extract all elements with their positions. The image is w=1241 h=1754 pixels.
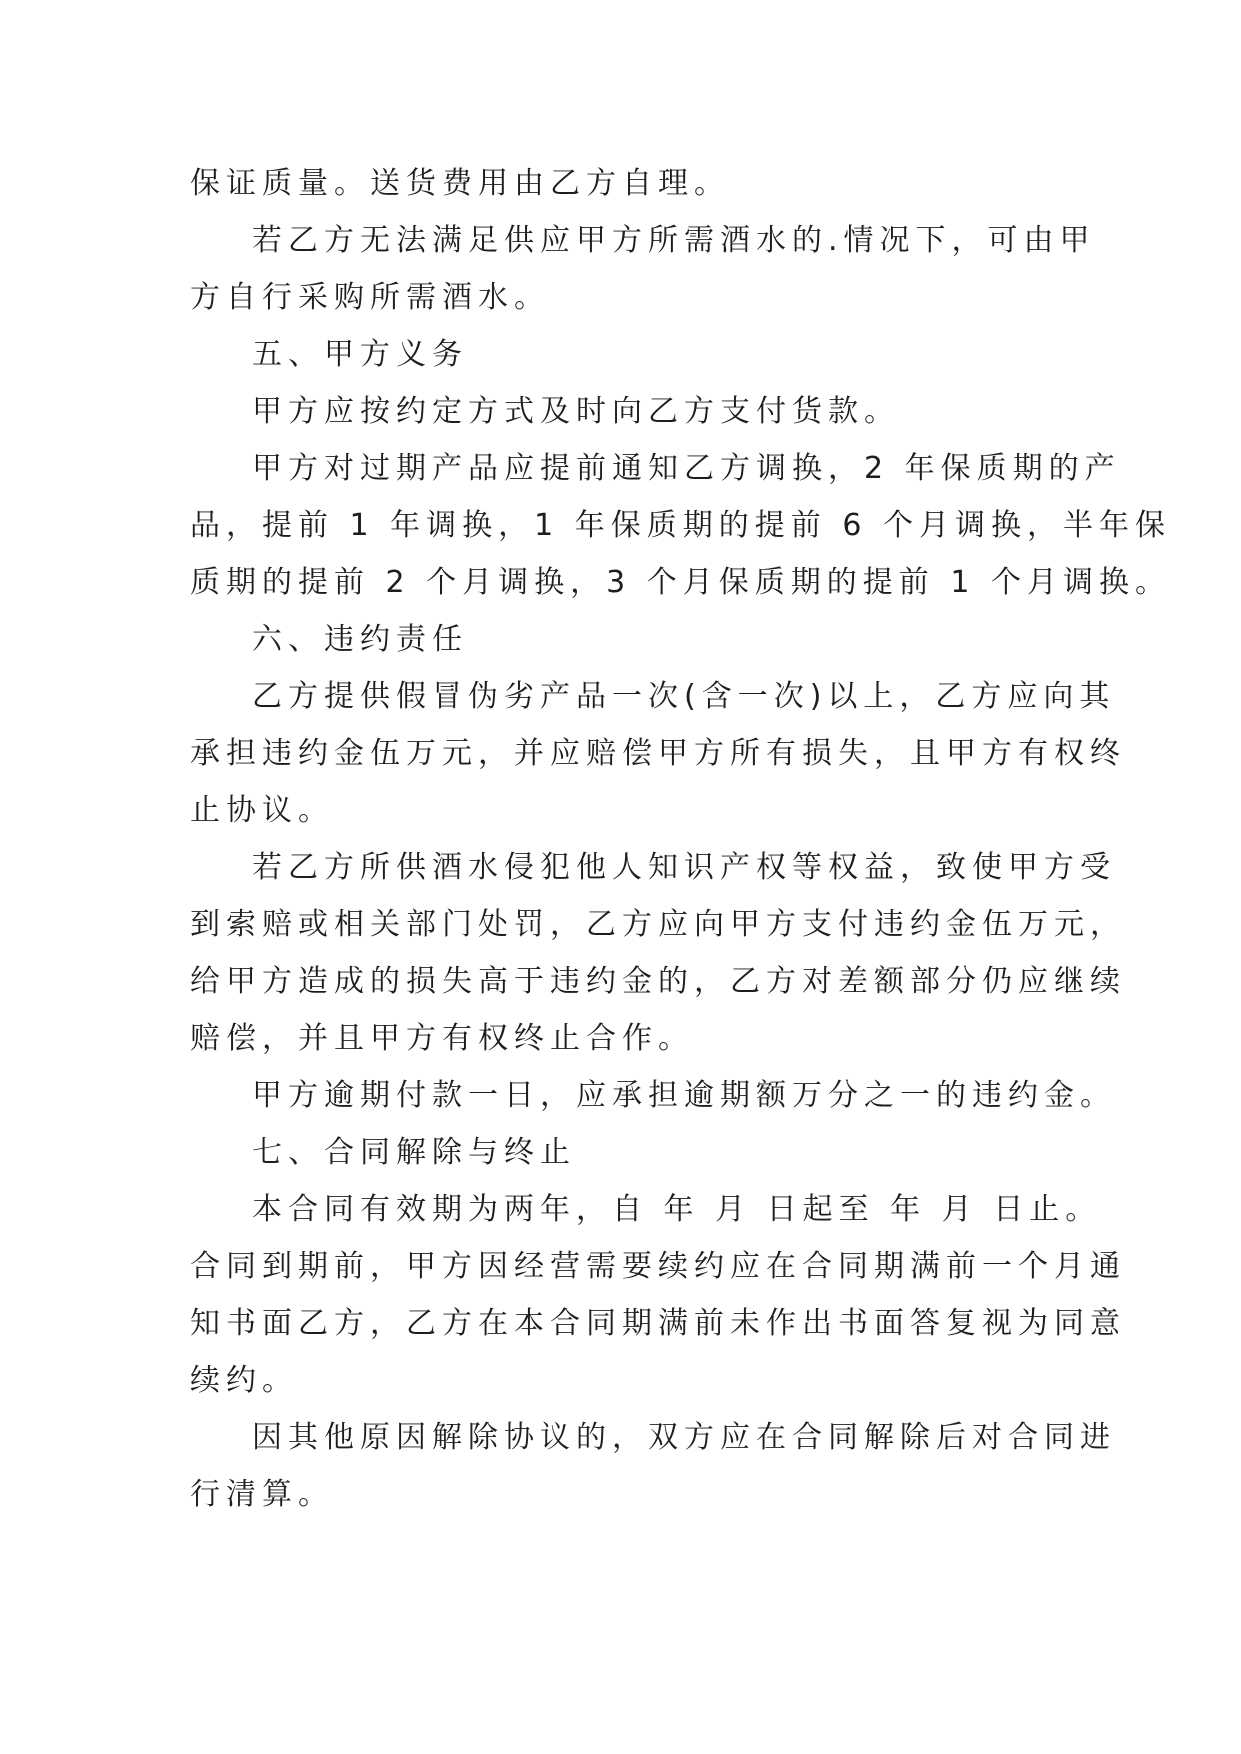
text-line: 品，提前 1 年调换，1 年保质期的提前 6 个月调换，半年保	[190, 508, 1171, 543]
section-heading: 七、合同解除与终止	[252, 1135, 576, 1170]
text-line: 续约。	[190, 1363, 298, 1398]
text-line: 甲方应按约定方式及时向乙方支付货款。	[252, 394, 900, 429]
text-line: 若乙方无法满足供应甲方所需酒水的.情况下，可由甲	[252, 223, 1096, 258]
section-heading: 五、甲方义务	[252, 337, 468, 372]
text-line: 甲方逾期付款一日，应承担逾期额万分之一的违约金。	[252, 1078, 1116, 1113]
document-body	[190, 155, 1171, 1523]
text-line: 行清算。	[190, 1477, 334, 1512]
text-line: 本合同有效期为两年，自 年 月 日起至 年 月 日止。	[252, 1192, 1102, 1227]
text-line: 止协议。	[190, 793, 334, 828]
text-line: 质期的提前 2 个月调换，3 个月保质期的提前 1 个月调换。	[190, 565, 1171, 600]
text-line: 承担违约金伍万元，并应赔偿甲方所有损失，且甲方有权终	[190, 736, 1126, 771]
text-line: 因其他原因解除协议的，双方应在合同解除后对合同进	[252, 1420, 1116, 1455]
text-line: 知书面乙方，乙方在本合同期满前未作出书面答复视为同意	[190, 1306, 1126, 1341]
text-line: 若乙方所供酒水侵犯他人知识产权等权益，致使甲方受	[252, 850, 1116, 885]
text-line: 给甲方造成的损失高于违约金的，乙方对差额部分仍应继续	[190, 964, 1126, 999]
section-heading: 六、违约责任	[252, 622, 468, 657]
text-line: 到索赔或相关部门处罚，乙方应向甲方支付违约金伍万元，	[190, 907, 1126, 942]
text-line: 合同到期前，甲方因经营需要续约应在合同期满前一个月通	[190, 1249, 1126, 1284]
text-line: 乙方提供假冒伪劣产品一次(含一次)以上，乙方应向其	[252, 679, 1116, 714]
text-line: 保证质量。送货费用由乙方自理。	[190, 166, 730, 201]
text-line: 方自行采购所需酒水。	[190, 280, 550, 315]
text-line: 赔偿，并且甲方有权终止合作。	[190, 1021, 694, 1056]
text-line: 甲方对过期产品应提前通知乙方调换，2 年保质期的产	[252, 451, 1121, 486]
